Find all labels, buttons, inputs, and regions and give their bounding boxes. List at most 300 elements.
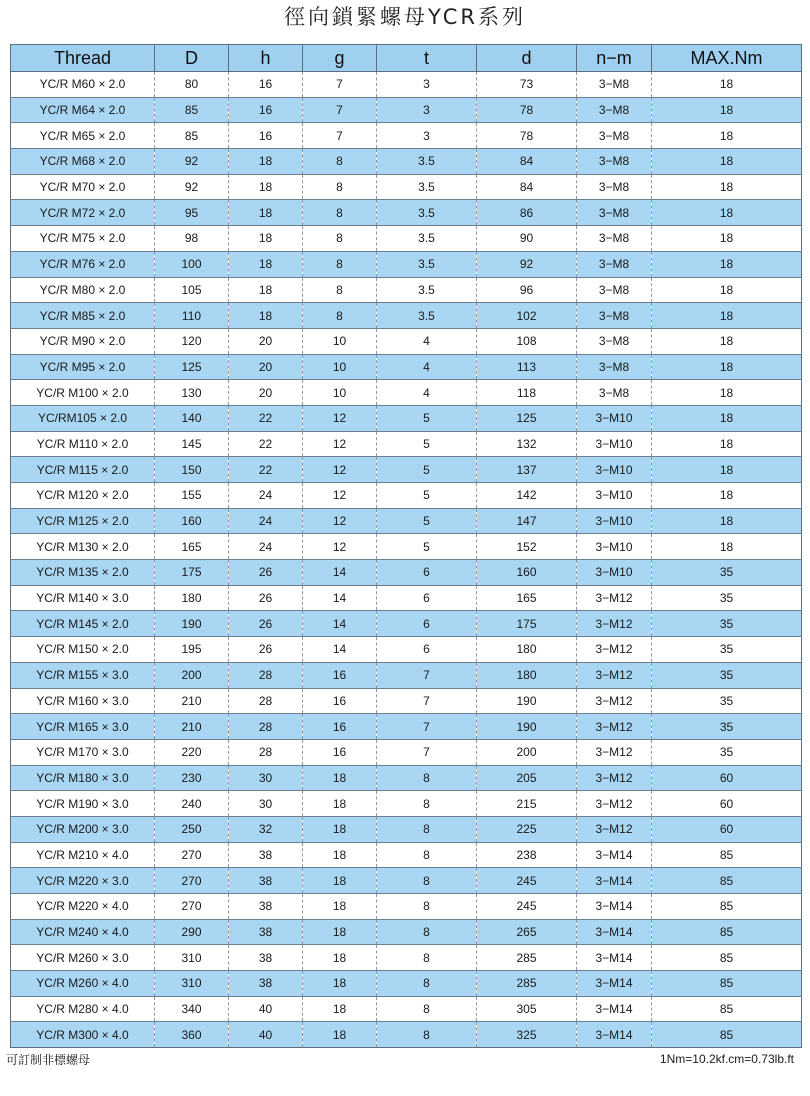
cell-g: 16	[303, 739, 377, 765]
cell-t: 5	[377, 405, 477, 431]
cell-t: 5	[377, 508, 477, 534]
column-header-h: h	[229, 45, 303, 72]
cell-max-torque: 18	[652, 483, 802, 509]
custom-order-note: 可訂制非標螺母	[6, 1053, 91, 1067]
cell-t: 4	[377, 380, 477, 406]
cell-thread: YC/R M135 × 2.0	[11, 560, 155, 586]
cell-thread: YC/R M130 × 2.0	[11, 534, 155, 560]
cell-outer-diameter: 240	[155, 791, 229, 817]
cell-max-torque: 85	[652, 919, 802, 945]
cell-outer-diameter: 180	[155, 585, 229, 611]
cell-thread: YC/R M165 × 3.0	[11, 714, 155, 740]
cell-outer-diameter: 85	[155, 123, 229, 149]
cell-outer-diameter: 98	[155, 226, 229, 252]
cell-t: 7	[377, 739, 477, 765]
cell-t: 8	[377, 996, 477, 1022]
cell-n-m: 3−M12	[577, 688, 652, 714]
cell-inner-diameter: 84	[477, 149, 577, 175]
column-header-d-outer: D	[155, 45, 229, 72]
table-row	[11, 277, 802, 303]
cell-t: 3	[377, 97, 477, 123]
cell-thread: YC/R M72 × 2.0	[11, 200, 155, 226]
cell-height: 22	[229, 431, 303, 457]
cell-max-torque: 18	[652, 123, 802, 149]
table-row	[11, 714, 802, 740]
table-row	[11, 842, 802, 868]
cell-t: 4	[377, 328, 477, 354]
cell-inner-diameter: 118	[477, 380, 577, 406]
cell-inner-diameter: 160	[477, 560, 577, 586]
cell-thread: YC/R M95 × 2.0	[11, 354, 155, 380]
cell-max-torque: 18	[652, 328, 802, 354]
cell-g: 14	[303, 585, 377, 611]
table-row	[11, 508, 802, 534]
cell-thread: YC/R M70 × 2.0	[11, 174, 155, 200]
column-header-thread: Thread	[11, 45, 155, 72]
cell-height: 26	[229, 637, 303, 663]
cell-t: 3.5	[377, 200, 477, 226]
cell-g: 8	[303, 226, 377, 252]
cell-thread: YC/R M280 × 4.0	[11, 996, 155, 1022]
cell-t: 8	[377, 868, 477, 894]
cell-t: 7	[377, 714, 477, 740]
cell-t: 3	[377, 123, 477, 149]
table-row	[11, 585, 802, 611]
cell-n-m: 3−M8	[577, 72, 652, 98]
table-row	[11, 226, 802, 252]
cell-g: 12	[303, 508, 377, 534]
cell-t: 8	[377, 842, 477, 868]
cell-thread: YC/R M125 × 2.0	[11, 508, 155, 534]
cell-g: 18	[303, 894, 377, 920]
page-title: 徑向鎖緊螺母YCR系列	[284, 5, 526, 29]
cell-n-m: 3−M10	[577, 560, 652, 586]
cell-outer-diameter: 210	[155, 688, 229, 714]
cell-height: 40	[229, 1022, 303, 1048]
cell-max-torque: 60	[652, 791, 802, 817]
cell-n-m: 3−M8	[577, 277, 652, 303]
cell-outer-diameter: 100	[155, 251, 229, 277]
cell-t: 8	[377, 765, 477, 791]
cell-n-m: 3−M8	[577, 380, 652, 406]
cell-inner-diameter: 215	[477, 791, 577, 817]
cell-outer-diameter: 92	[155, 149, 229, 175]
cell-thread: YC/R M155 × 3.0	[11, 662, 155, 688]
cell-outer-diameter: 270	[155, 894, 229, 920]
table-row	[11, 149, 802, 175]
cell-inner-diameter: 147	[477, 508, 577, 534]
table-row	[11, 765, 802, 791]
cell-t: 5	[377, 483, 477, 509]
cell-outer-diameter: 120	[155, 328, 229, 354]
cell-outer-diameter: 340	[155, 996, 229, 1022]
cell-inner-diameter: 180	[477, 637, 577, 663]
cell-max-torque: 18	[652, 303, 802, 329]
cell-inner-diameter: 285	[477, 945, 577, 971]
cell-n-m: 3−M12	[577, 662, 652, 688]
cell-max-torque: 35	[652, 637, 802, 663]
cell-n-m: 3−M12	[577, 585, 652, 611]
table-header-row	[11, 45, 802, 72]
cell-max-torque: 18	[652, 149, 802, 175]
cell-height: 18	[229, 174, 303, 200]
cell-outer-diameter: 130	[155, 380, 229, 406]
cell-n-m: 3−M14	[577, 1022, 652, 1048]
cell-height: 40	[229, 996, 303, 1022]
cell-inner-diameter: 137	[477, 457, 577, 483]
cell-t: 8	[377, 894, 477, 920]
cell-max-torque: 85	[652, 945, 802, 971]
table-row	[11, 1022, 802, 1048]
cell-g: 18	[303, 868, 377, 894]
cell-t: 8	[377, 816, 477, 842]
cell-max-torque: 35	[652, 739, 802, 765]
cell-height: 20	[229, 380, 303, 406]
cell-thread: YC/R M200 × 3.0	[11, 816, 155, 842]
cell-g: 14	[303, 637, 377, 663]
table-row	[11, 457, 802, 483]
cell-height: 24	[229, 534, 303, 560]
cell-outer-diameter: 105	[155, 277, 229, 303]
cell-g: 12	[303, 457, 377, 483]
cell-inner-diameter: 190	[477, 714, 577, 740]
cell-g: 7	[303, 123, 377, 149]
cell-t: 6	[377, 585, 477, 611]
table-row	[11, 534, 802, 560]
table-row	[11, 123, 802, 149]
cell-max-torque: 35	[652, 611, 802, 637]
cell-outer-diameter: 360	[155, 1022, 229, 1048]
cell-height: 20	[229, 354, 303, 380]
cell-max-torque: 18	[652, 200, 802, 226]
cell-height: 16	[229, 97, 303, 123]
cell-g: 14	[303, 611, 377, 637]
cell-g: 12	[303, 405, 377, 431]
cell-n-m: 3−M14	[577, 894, 652, 920]
cell-max-torque: 85	[652, 894, 802, 920]
table-row	[11, 431, 802, 457]
cell-height: 18	[229, 251, 303, 277]
cell-g: 18	[303, 765, 377, 791]
cell-outer-diameter: 220	[155, 739, 229, 765]
cell-max-torque: 85	[652, 842, 802, 868]
cell-thread: YC/R M160 × 3.0	[11, 688, 155, 714]
cell-max-torque: 85	[652, 971, 802, 997]
cell-t: 6	[377, 611, 477, 637]
cell-n-m: 3−M8	[577, 226, 652, 252]
cell-g: 18	[303, 816, 377, 842]
cell-g: 12	[303, 431, 377, 457]
cell-thread: YC/R M220 × 3.0	[11, 868, 155, 894]
cell-max-torque: 18	[652, 457, 802, 483]
cell-outer-diameter: 250	[155, 816, 229, 842]
cell-thread: YC/R M75 × 2.0	[11, 226, 155, 252]
table-row	[11, 971, 802, 997]
cell-g: 14	[303, 560, 377, 586]
cell-g: 18	[303, 1022, 377, 1048]
cell-t: 6	[377, 560, 477, 586]
cell-t: 3.5	[377, 251, 477, 277]
cell-g: 8	[303, 277, 377, 303]
column-header-d-inner: d	[477, 45, 577, 72]
cell-inner-diameter: 102	[477, 303, 577, 329]
cell-thread: YC/R M150 × 2.0	[11, 637, 155, 663]
cell-thread: YC/R M60 × 2.0	[11, 72, 155, 98]
cell-max-torque: 18	[652, 380, 802, 406]
cell-outer-diameter: 165	[155, 534, 229, 560]
table-row	[11, 174, 802, 200]
cell-height: 38	[229, 894, 303, 920]
cell-thread: YC/RM105 × 2.0	[11, 405, 155, 431]
cell-g: 10	[303, 380, 377, 406]
cell-inner-diameter: 245	[477, 868, 577, 894]
cell-max-torque: 85	[652, 1022, 802, 1048]
cell-inner-diameter: 73	[477, 72, 577, 98]
cell-outer-diameter: 310	[155, 971, 229, 997]
cell-max-torque: 18	[652, 405, 802, 431]
cell-g: 16	[303, 662, 377, 688]
table-row	[11, 894, 802, 920]
cell-n-m: 3−M8	[577, 200, 652, 226]
column-header-t: t	[377, 45, 477, 72]
cell-inner-diameter: 78	[477, 123, 577, 149]
table-row	[11, 483, 802, 509]
cell-thread: YC/R M180 × 3.0	[11, 765, 155, 791]
cell-height: 38	[229, 842, 303, 868]
table-body	[11, 72, 802, 1048]
cell-thread: YC/R M65 × 2.0	[11, 123, 155, 149]
cell-thread: YC/R M260 × 4.0	[11, 971, 155, 997]
cell-t: 3.5	[377, 149, 477, 175]
cell-outer-diameter: 270	[155, 868, 229, 894]
table-row	[11, 919, 802, 945]
table-row	[11, 637, 802, 663]
cell-outer-diameter: 200	[155, 662, 229, 688]
cell-height: 22	[229, 405, 303, 431]
cell-outer-diameter: 190	[155, 611, 229, 637]
cell-thread: YC/R M110 × 2.0	[11, 431, 155, 457]
table-row	[11, 868, 802, 894]
cell-thread: YC/R M68 × 2.0	[11, 149, 155, 175]
cell-inner-diameter: 190	[477, 688, 577, 714]
cell-height: 18	[229, 200, 303, 226]
cell-g: 12	[303, 483, 377, 509]
cell-n-m: 3−M8	[577, 149, 652, 175]
cell-t: 5	[377, 534, 477, 560]
cell-outer-diameter: 80	[155, 72, 229, 98]
column-header-g: g	[303, 45, 377, 72]
cell-thread: YC/R M90 × 2.0	[11, 328, 155, 354]
cell-outer-diameter: 125	[155, 354, 229, 380]
cell-inner-diameter: 92	[477, 251, 577, 277]
table-row	[11, 945, 802, 971]
cell-g: 7	[303, 72, 377, 98]
cell-outer-diameter: 150	[155, 457, 229, 483]
cell-g: 18	[303, 842, 377, 868]
cell-max-torque: 60	[652, 816, 802, 842]
cell-g: 18	[303, 919, 377, 945]
cell-n-m: 3−M8	[577, 123, 652, 149]
table-row	[11, 688, 802, 714]
cell-t: 7	[377, 688, 477, 714]
cell-thread: YC/R M260 × 3.0	[11, 945, 155, 971]
cell-t: 5	[377, 457, 477, 483]
cell-max-torque: 18	[652, 277, 802, 303]
spec-table	[10, 44, 802, 1048]
cell-max-torque: 35	[652, 585, 802, 611]
cell-g: 8	[303, 303, 377, 329]
cell-n-m: 3−M12	[577, 739, 652, 765]
cell-thread: YC/R M140 × 3.0	[11, 585, 155, 611]
cell-outer-diameter: 110	[155, 303, 229, 329]
cell-t: 8	[377, 919, 477, 945]
table-row	[11, 791, 802, 817]
table-row	[11, 380, 802, 406]
cell-n-m: 3−M8	[577, 303, 652, 329]
cell-thread: YC/R M76 × 2.0	[11, 251, 155, 277]
cell-max-torque: 18	[652, 354, 802, 380]
cell-n-m: 3−M10	[577, 508, 652, 534]
cell-inner-diameter: 108	[477, 328, 577, 354]
cell-outer-diameter: 85	[155, 97, 229, 123]
cell-n-m: 3−M14	[577, 868, 652, 894]
cell-max-torque: 18	[652, 72, 802, 98]
cell-height: 38	[229, 971, 303, 997]
cell-height: 38	[229, 945, 303, 971]
cell-thread: YC/R M300 × 4.0	[11, 1022, 155, 1048]
table-row	[11, 303, 802, 329]
cell-t: 4	[377, 354, 477, 380]
table-row	[11, 72, 802, 98]
cell-g: 8	[303, 174, 377, 200]
cell-max-torque: 18	[652, 226, 802, 252]
cell-inner-diameter: 96	[477, 277, 577, 303]
cell-n-m: 3−M12	[577, 637, 652, 663]
cell-n-m: 3−M10	[577, 457, 652, 483]
cell-height: 26	[229, 585, 303, 611]
cell-height: 18	[229, 149, 303, 175]
cell-outer-diameter: 230	[155, 765, 229, 791]
table-row	[11, 611, 802, 637]
cell-g: 8	[303, 149, 377, 175]
table-row	[11, 560, 802, 586]
cell-inner-diameter: 165	[477, 585, 577, 611]
cell-height: 26	[229, 560, 303, 586]
cell-thread: YC/R M240 × 4.0	[11, 919, 155, 945]
cell-t: 3.5	[377, 174, 477, 200]
cell-outer-diameter: 155	[155, 483, 229, 509]
cell-g: 18	[303, 996, 377, 1022]
cell-n-m: 3−M10	[577, 431, 652, 457]
cell-outer-diameter: 145	[155, 431, 229, 457]
cell-n-m: 3−M12	[577, 816, 652, 842]
cell-max-torque: 85	[652, 868, 802, 894]
cell-inner-diameter: 113	[477, 354, 577, 380]
cell-n-m: 3−M14	[577, 945, 652, 971]
cell-max-torque: 35	[652, 662, 802, 688]
table-row	[11, 816, 802, 842]
cell-t: 3.5	[377, 277, 477, 303]
cell-n-m: 3−M8	[577, 174, 652, 200]
cell-height: 20	[229, 328, 303, 354]
cell-height: 30	[229, 765, 303, 791]
cell-height: 22	[229, 457, 303, 483]
cell-t: 3	[377, 72, 477, 98]
cell-g: 8	[303, 200, 377, 226]
cell-height: 18	[229, 277, 303, 303]
cell-g: 16	[303, 714, 377, 740]
cell-inner-diameter: 205	[477, 765, 577, 791]
cell-height: 30	[229, 791, 303, 817]
cell-max-torque: 18	[652, 534, 802, 560]
cell-max-torque: 18	[652, 174, 802, 200]
cell-g: 18	[303, 945, 377, 971]
cell-inner-diameter: 175	[477, 611, 577, 637]
cell-thread: YC/R M85 × 2.0	[11, 303, 155, 329]
cell-height: 38	[229, 868, 303, 894]
cell-outer-diameter: 95	[155, 200, 229, 226]
cell-height: 32	[229, 816, 303, 842]
cell-inner-diameter: 132	[477, 431, 577, 457]
cell-thread: YC/R M210 × 4.0	[11, 842, 155, 868]
cell-g: 10	[303, 328, 377, 354]
cell-inner-diameter: 200	[477, 739, 577, 765]
cell-height: 28	[229, 662, 303, 688]
cell-n-m: 3−M12	[577, 765, 652, 791]
cell-max-torque: 18	[652, 431, 802, 457]
cell-height: 26	[229, 611, 303, 637]
cell-inner-diameter: 225	[477, 816, 577, 842]
cell-n-m: 3−M10	[577, 534, 652, 560]
table-row	[11, 200, 802, 226]
cell-height: 28	[229, 688, 303, 714]
cell-n-m: 3−M8	[577, 97, 652, 123]
cell-n-m: 3−M10	[577, 483, 652, 509]
cell-thread: YC/R M220 × 4.0	[11, 894, 155, 920]
cell-inner-diameter: 245	[477, 894, 577, 920]
cell-outer-diameter: 92	[155, 174, 229, 200]
cell-g: 16	[303, 688, 377, 714]
cell-max-torque: 35	[652, 714, 802, 740]
cell-max-torque: 18	[652, 251, 802, 277]
cell-outer-diameter: 270	[155, 842, 229, 868]
cell-inner-diameter: 238	[477, 842, 577, 868]
cell-max-torque: 18	[652, 508, 802, 534]
table-row	[11, 354, 802, 380]
cell-outer-diameter: 310	[155, 945, 229, 971]
cell-inner-diameter: 90	[477, 226, 577, 252]
table-row	[11, 251, 802, 277]
cell-thread: YC/R M120 × 2.0	[11, 483, 155, 509]
cell-g: 18	[303, 971, 377, 997]
cell-t: 8	[377, 971, 477, 997]
cell-t: 3.5	[377, 303, 477, 329]
cell-n-m: 3−M14	[577, 996, 652, 1022]
cell-inner-diameter: 265	[477, 919, 577, 945]
cell-outer-diameter: 160	[155, 508, 229, 534]
cell-outer-diameter: 175	[155, 560, 229, 586]
cell-t: 8	[377, 1022, 477, 1048]
cell-height: 24	[229, 483, 303, 509]
cell-thread: YC/R M190 × 3.0	[11, 791, 155, 817]
column-header-max-nm: MAX.Nm	[652, 45, 802, 72]
column-header-n-m: n−m	[577, 45, 652, 72]
cell-thread: YC/R M170 × 3.0	[11, 739, 155, 765]
unit-conversion-note: 1Nm=10.2kf.cm=0.73lb.ft	[659, 1052, 794, 1066]
cell-n-m: 3−M8	[577, 251, 652, 277]
cell-n-m: 3−M14	[577, 971, 652, 997]
cell-height: 18	[229, 226, 303, 252]
